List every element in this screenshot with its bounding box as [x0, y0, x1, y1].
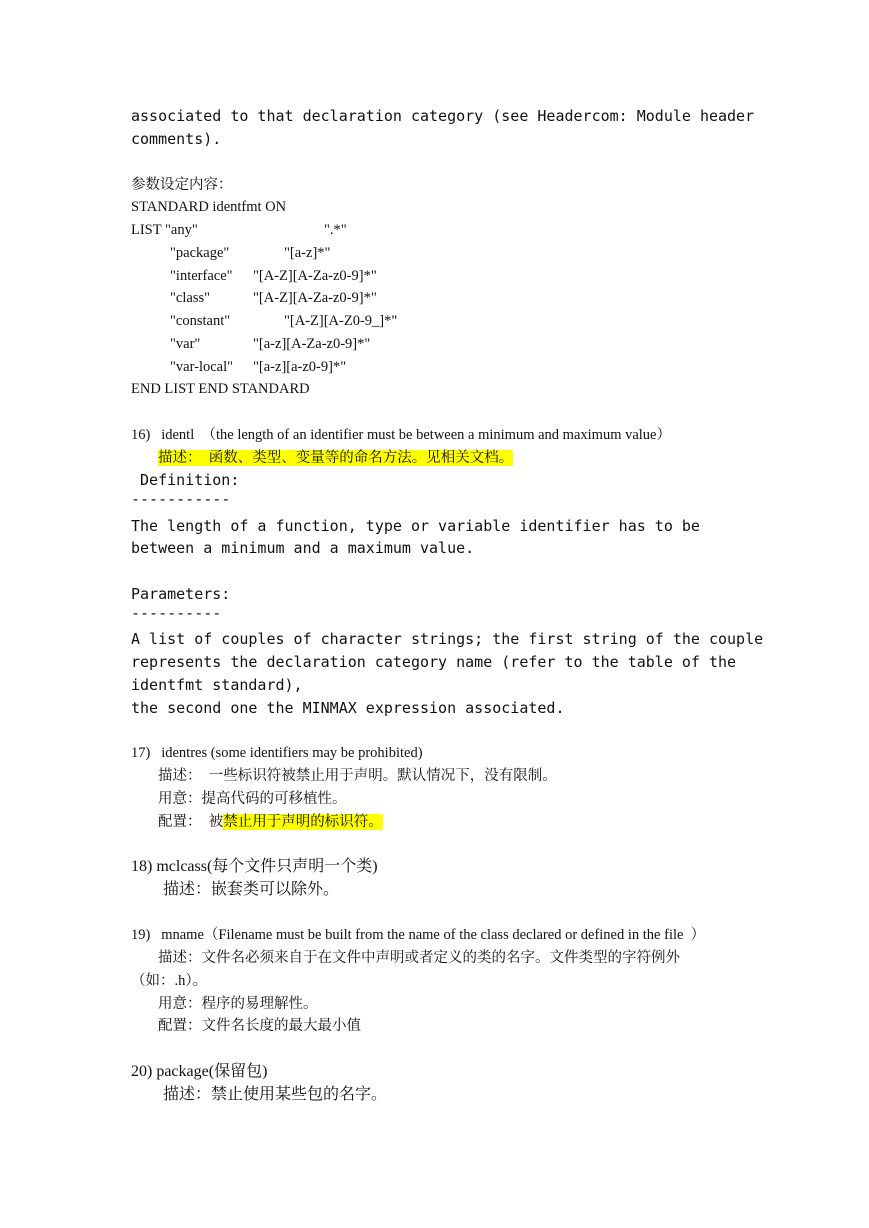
- standard-line: STANDARD identfmt ON: [131, 199, 287, 215]
- item-18-description: 描述：嵌套类可以除外。: [163, 881, 340, 898]
- definition-rule: -----------: [131, 490, 231, 508]
- definition-title: Definition:: [131, 471, 240, 489]
- config-prefix: 配置： 被: [158, 814, 224, 830]
- item-19-heading: 19) mname（Filename must be built from the name of the class declared or defined in the file ）: [131, 927, 706, 943]
- parameters-line-4: the second one the MINMAX expression associated.: [131, 699, 565, 717]
- intro-line-2: comments).: [131, 130, 222, 148]
- item-17-heading: 17) identres (some identifiers may be prohibited): [131, 745, 423, 761]
- item-17-purpose: 用意：提高代码的可移植性。: [158, 791, 347, 807]
- entry-key: "var": [170, 336, 201, 352]
- entry-value: "[A-Z][A-Za-z0-9]*": [253, 268, 377, 284]
- item-19-config: 配置：文件名长度的最大最小值: [158, 1018, 361, 1034]
- item-19-description-line-2: （如：.h）。: [131, 973, 208, 989]
- end-list-line: END LIST END STANDARD: [131, 381, 310, 397]
- parameters-line-3: identfmt standard),: [131, 676, 303, 694]
- intro-line-1: associated to that declaration category (see Headercom: Module header: [131, 107, 755, 125]
- entry-key: "class": [170, 290, 211, 306]
- entry-value: "[a-z][A-Za-z0-9]*": [253, 336, 371, 352]
- entry-key: "interface": [170, 268, 233, 284]
- list-start-key: LIST "any": [131, 222, 198, 238]
- item-18-heading: 18) mclcass(每个文件只声明一个类): [131, 858, 378, 875]
- item-16-description: [158, 451, 513, 466]
- item-20-heading: 20) package(保留包): [131, 1063, 268, 1080]
- parameters-rule: ----------: [131, 604, 222, 622]
- definition-line-1: The length of a function, type or variable identifier has to be: [131, 517, 700, 535]
- entry-key: "var-local": [170, 359, 234, 375]
- item-20-description: 描述：禁止使用某些包的名字。: [163, 1086, 388, 1103]
- item-17-config: [158, 815, 383, 830]
- entry-value: "[A-Z][A-Za-z0-9]*": [253, 290, 377, 306]
- entry-key: "package": [170, 245, 230, 261]
- entry-value: "[A-Z][A-Z0-9_]*": [284, 313, 398, 329]
- entry-key: "constant": [170, 313, 231, 329]
- highlighted-text: 描述： 函数、类型、变量等的命名方法。见相关文档。: [158, 450, 514, 466]
- entry-value: "[a-z]*": [284, 245, 331, 261]
- item-16-heading: 16) identl （the length of an identifier must be between a minimum and maximum value）: [131, 427, 671, 443]
- entry-value: "[a-z][a-z0-9]*": [253, 359, 347, 375]
- parameters-line-2: represents the declaration category name (refer to the table of the: [131, 653, 737, 671]
- highlighted-text: 禁止用于声明的标识符。: [223, 814, 383, 830]
- item-19-description-line-1: 描述：文件名必须来自于在文件中声明或者定义的类的名字。文件类型的字符例外: [158, 950, 680, 966]
- item-17-description: 描述： 一些标识符被禁止用于声明。默认情况下，没有限制。: [158, 768, 557, 784]
- params-title: 参数设定内容：: [131, 177, 233, 193]
- parameters-title: Parameters:: [131, 585, 231, 603]
- list-start-value: ".*": [324, 222, 347, 238]
- definition-line-2: between a minimum and a maximum value.: [131, 539, 475, 557]
- item-19-purpose: 用意：程序的易理解性。: [158, 996, 318, 1012]
- parameters-line-1: A list of couples of character strings; the first string of the couple: [131, 630, 764, 648]
